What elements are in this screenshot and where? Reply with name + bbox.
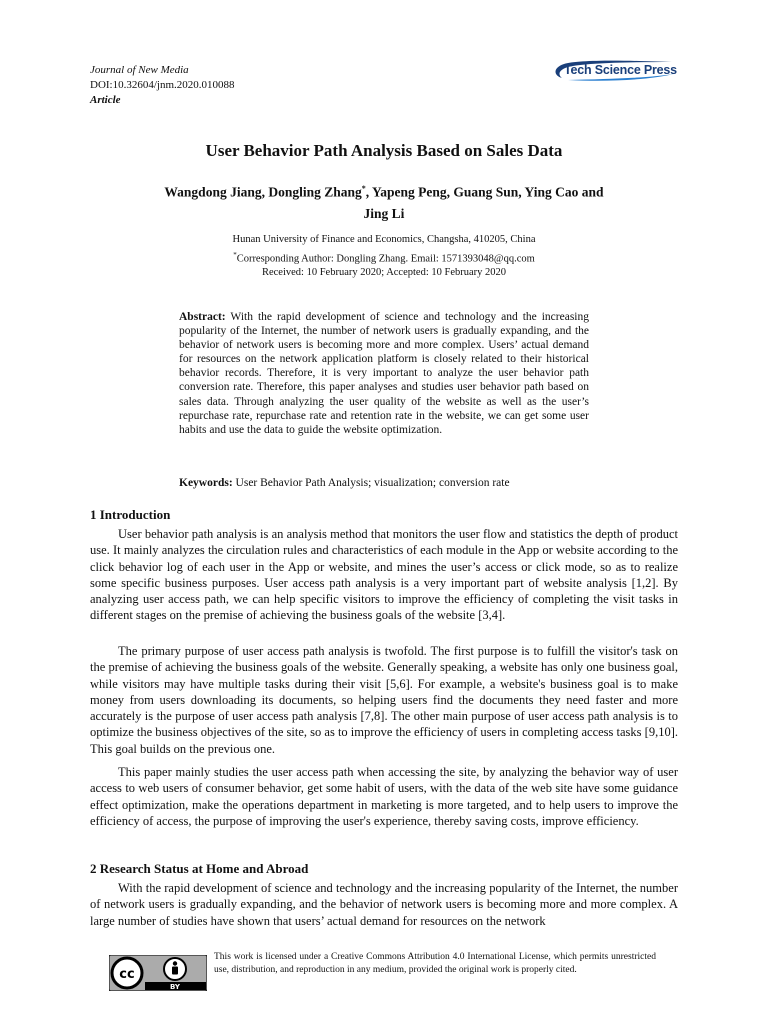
corresponding-author: [90, 248, 678, 267]
keywords: [179, 476, 599, 490]
abstract-text: With the rapid development of science and technology and the increasing popularity of the Internet, the number of network users is gradually expanding, and the behavior of network users is becoming more and more complex. Users’ actual demand for resources on the network application platform is closely related to their historical behavior records. Therefore, it is very important to analyze the user behavior path conversion rate. Therefore, this paper analyses and studies user behavior path based on sales data. Through analyzing the user quality of the website as well as the user’s repurchase rate, repurchase rate and retention rate in the website, we can get some user habits and use the data to guide the website optimization.: [179, 311, 589, 436]
paragraph: With the rapid development of science and technology and the increasing popularity of the Internet, the number of network users is gradually expanding, and the behavior of network users is becoming more and more complex. A large number of studies have shown that users’ actual demand for resources on the network: [90, 881, 678, 928]
corresponding-mark: *: [233, 251, 237, 259]
section-heading-introduction: 1 Introduction: [90, 507, 171, 522]
cc-by-license-badge[interactable]: [109, 955, 207, 991]
affiliation: Hunan University of Finance and Economics, Changsha, 410205, China: [232, 234, 536, 245]
abstract-label: Abstract:: [179, 311, 226, 323]
article-type: Article: [90, 94, 121, 106]
keywords-text: User Behavior Path Analysis; visualization; conversion rate: [235, 477, 510, 489]
publisher-logo[interactable]: [548, 58, 678, 84]
paragraph: This paper mainly studies the user access path when accessing the site, by analyzing the behavior way of user access to web users of consumer behavior, get some habit of users, with the data of the web site have some guidance effect optimization, make the operations department in marketing is more targeted, and to help users to improve the efficiency of access, the purpose of improving the user's experience, thereby saving costs, improve efficiency.: [90, 765, 678, 828]
journal-name: Journal of New Media: [90, 64, 189, 76]
license-text: This work is licensed under a Creative Commons Attribution 4.0 International License, which permits unrestricted use, distribution, and reproduction in any medium, provided the original work is properly cited.: [214, 952, 656, 975]
publisher-logo-text: Tech Science Press: [564, 63, 677, 77]
corresponding-text: Corresponding Author: Dongling Zhang. Email: 1571393048@qq.com: [236, 253, 535, 265]
paper-title: User Behavior Path Analysis Based on Sales Data: [205, 141, 563, 160]
author-list: [130, 178, 638, 224]
paragraph: The primary purpose of user access path analysis is twofold. The first purpose is to fulfill the visitor's task on the premise of achieving the business goals of the website. Generally speaking, a website has only one business goal, while visitors may have multiple tasks during their visit [5,6]. For example, a website's business goal is to make money from users downloading its documents, so helping users find the documents they need faster and more accurately is the purpose of user access path analysis [7,8]. The other main purpose of user access path analysis is to optimize the business objectives of the site, so as to improve the efficiency of users in completing access tasks [9,10]. This goal builds on the previous one.: [90, 644, 678, 756]
keywords-label: Keywords:: [179, 477, 233, 489]
received-dates: Received: 10 February 2020; Accepted: 10 February 2020: [261, 267, 507, 278]
authors-line1: Wangdong Jiang, Dongling Zhang: [164, 184, 362, 200]
corresponding-mark: *: [361, 184, 366, 193]
cc-label: cc: [119, 967, 135, 982]
authors-line2: Jing Li: [363, 205, 405, 221]
abstract: [179, 310, 589, 437]
section-heading-research-status: 2 Research Status at Home and Abroad: [90, 861, 309, 876]
doi: DOI:10.32604/jnm.2020.010088: [90, 79, 235, 91]
by-label: BY: [169, 983, 181, 991]
authors-line1-rest: , Yapeng Peng, Guang Sun, Ying Cao and: [365, 184, 604, 200]
paragraph: User behavior path analysis is an analysis method that monitors the user flow and statistics the depth of product use. It mainly analyzes the circulation rules and characteristics of each module in the App or website according to the click behavior log of each user in the App or website, and mines the user’s access or click mode, so as to realize some specific business purposes. User access path analysis is a very important part of website analysis [1,2]. By analyzing user access path, we can help specific visitors to improve the efficiency of completing the visit tasks in different stages on the premise of achieving the business goals of the website [3,4].: [90, 527, 678, 623]
